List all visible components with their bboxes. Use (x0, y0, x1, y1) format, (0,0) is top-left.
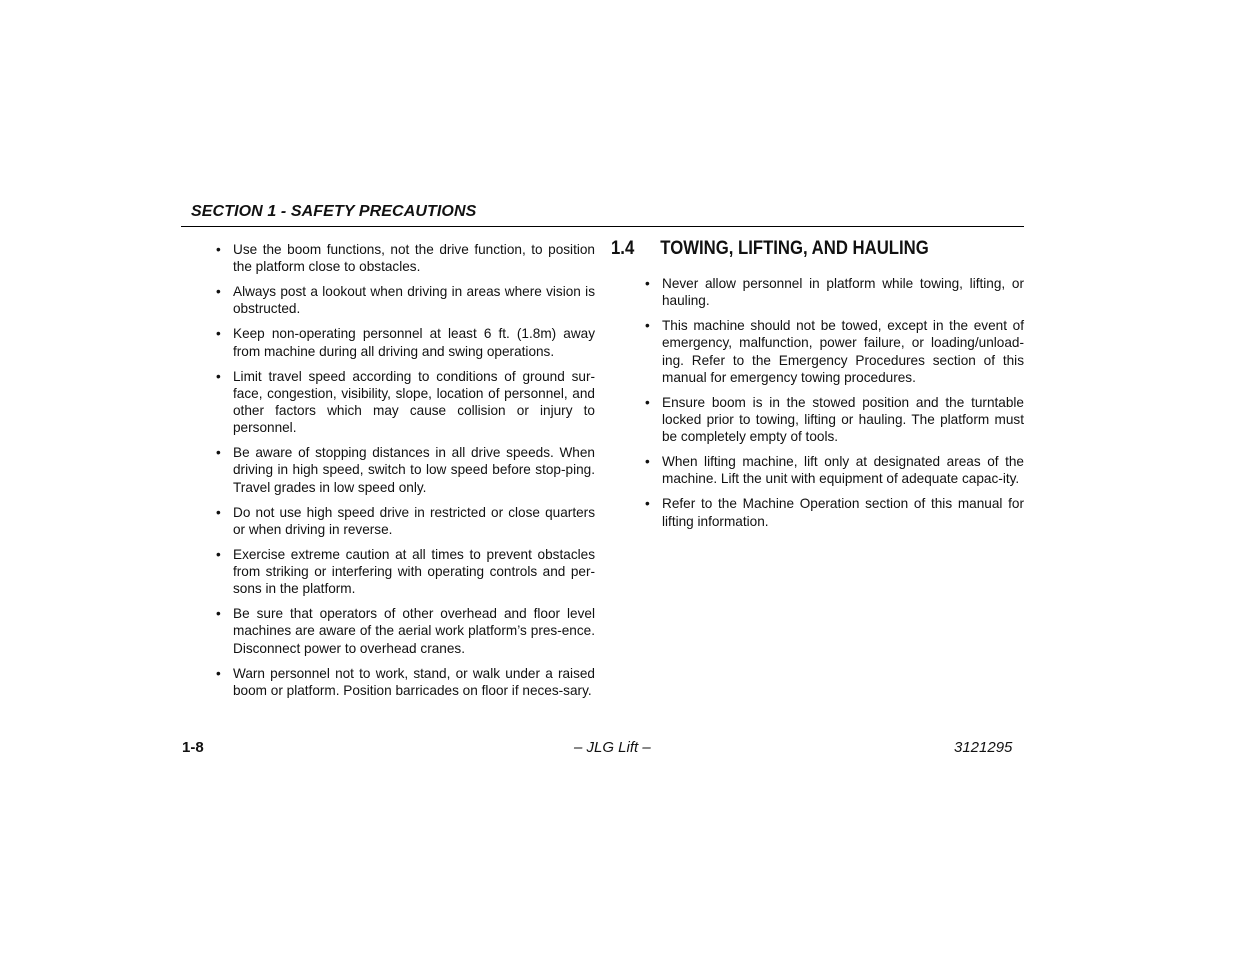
bullet-icon: • (645, 276, 650, 291)
list-item: • Be sure that operators of other overhead and floor level machines are aware of the aerial work platform’s pres-ence. Disconnect power to overhead cranes. (216, 606, 595, 656)
bullet-icon: • (216, 606, 221, 622)
document-number: 3121295 (954, 739, 1013, 756)
list-item: • This machine should not be towed, except in the event of emergency, malfunction, power failure, or loading/unload-ing. Refer to the Emergency Procedures section of this manual for emergency towing procedures. (645, 318, 1024, 385)
list-item: • Limit travel speed according to conditions of ground sur-face, congestion, visibility, slope, location of personnel, and other factors which may cause collision or injury to personnel. (216, 368, 595, 436)
list-item: • Exercise extreme caution at all times to prevent obstacles from striking or interfering with operating controls and per-sons in the platform. (216, 546, 595, 597)
list-item: • When lifting machine, lift only at designated areas of the machine. Lift the unit with equipment of adequate capac-ity. (645, 454, 1024, 487)
bullet-icon: • (216, 368, 221, 384)
bullet-icon: • (216, 665, 221, 681)
footer-publisher: – JLG Lift – (574, 739, 651, 756)
list-item: • Always post a lookout when driving in areas where vision is obstructed. (216, 284, 595, 317)
list-item: • Do not use high speed drive in restricted or close quarters or when driving in reverse. (216, 504, 595, 537)
bullet-icon: • (645, 496, 650, 512)
safety-bullet-list (216, 241, 595, 699)
bullet-icon: • (216, 326, 221, 342)
header-divider (181, 226, 1024, 227)
bullet-icon: • (216, 504, 221, 520)
list-item: • Be aware of stopping distances in all drive speeds. When driving in high speed, switch to low speed before stop-ping. Travel grades in low speed only. (216, 445, 595, 495)
right-column (645, 275, 1024, 538)
section-heading-towing (611, 238, 929, 260)
bullet-icon: • (645, 394, 650, 410)
bullet-icon: • (645, 454, 650, 470)
left-column (216, 241, 595, 707)
list-item: • Ensure boom is in the stowed position and the turntable locked prior to towing, lifting or hauling. The platform must be completely empty of tools. (645, 394, 1024, 445)
list-item: • Keep non-operating personnel at least 6 ft. (1.8m) away from machine during all driving and swing operations. (216, 326, 595, 359)
section-header: SECTION 1 - SAFETY PRECAUTIONS (191, 203, 477, 220)
bullet-icon: • (216, 546, 221, 562)
towing-bullet-list (645, 275, 1024, 530)
section-number: 1.4 (611, 238, 635, 259)
list-item: • Warn personnel not to work, stand, or walk under a raised boom or platform. Position barricades on floor if neces-sary. (216, 665, 595, 698)
bullet-icon: • (216, 242, 221, 257)
bullet-icon: • (216, 284, 221, 300)
list-item: • Refer to the Machine Operation section of this manual for lifting information. (645, 496, 1024, 529)
section-title: TOWING, LIFTING, AND HAULING (660, 238, 929, 259)
page-number: 1-8 (182, 739, 204, 756)
list-item: • Use the boom functions, not the drive function, to position the platform close to obstacles. (216, 242, 595, 275)
bullet-icon: • (216, 445, 221, 461)
list-item: • Never allow personnel in platform while towing, lifting, or hauling. (645, 276, 1024, 309)
bullet-icon: • (645, 318, 650, 334)
